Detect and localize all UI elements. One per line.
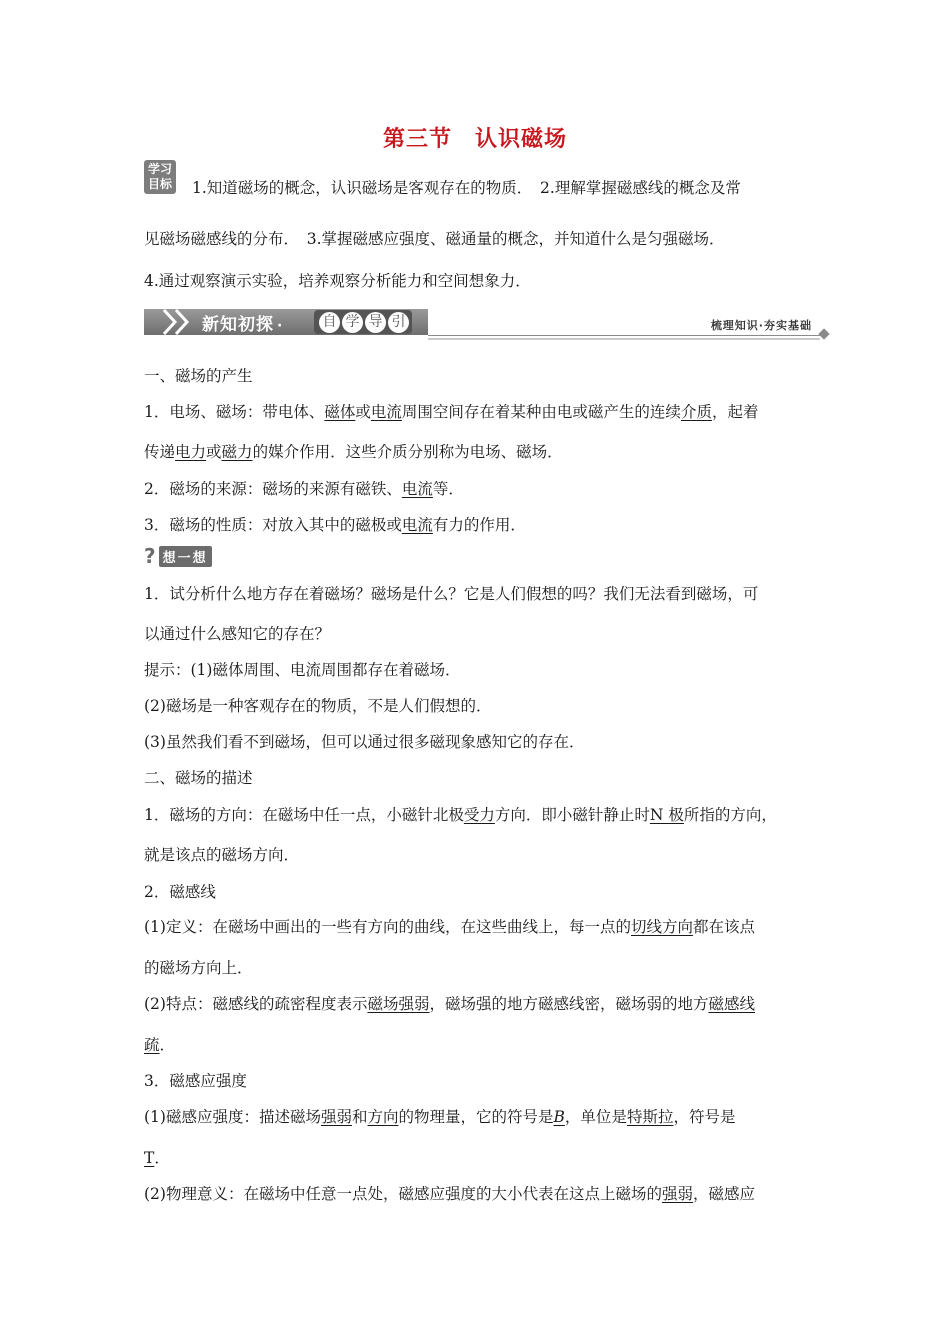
blank-answer: 电流	[401, 516, 433, 534]
learning-objectives-badge	[144, 160, 176, 194]
pill-char-2: 学	[342, 312, 363, 333]
text: 1．磁场的方向：在磁场中任一点，小磁针北极	[144, 806, 464, 824]
blank-answer: 强弱	[661, 1185, 693, 1203]
section2-p3: 3．磁感应强度	[144, 1072, 247, 1090]
text: 2．磁场的来源：磁场的来源有磁铁、	[144, 480, 402, 498]
text: 有力的作用．	[432, 516, 526, 534]
text: 都在该点	[692, 918, 755, 936]
text: 等．	[432, 480, 464, 498]
self-study-pill	[314, 310, 412, 334]
text: 方向．即小磁针静止时	[494, 806, 650, 824]
think-label	[144, 546, 212, 566]
blank-answer: 电力	[175, 443, 207, 461]
text: 和	[351, 1108, 368, 1126]
section2-p3a	[144, 1106, 735, 1128]
objectives-line-1: 1.知道磁场的概念，认识磁场是客观存在的物质． 2.理解掌握磁感线的概念及常	[192, 179, 741, 197]
section2-p2b	[144, 993, 755, 1015]
section-banner	[144, 306, 828, 342]
badge-line-2: 目标	[147, 177, 172, 191]
banner-title	[202, 310, 286, 335]
objectives-line-2: 见磁场磁感线的分布． 3.掌握磁感应强度、磁通量的概念，并知道什么是匀强磁场．	[144, 230, 725, 248]
blank-answer: 磁体	[324, 403, 356, 421]
text: 的物理量，它的符号是	[398, 1108, 554, 1126]
section2-p2: 2．磁感线	[144, 883, 216, 901]
pill-char-4: 引	[388, 312, 409, 333]
section2-p2a	[144, 916, 755, 938]
section1-p3	[144, 514, 526, 536]
section2-heading: 二、磁场的描述	[144, 769, 253, 787]
text: (2)物理意义：在磁场中任意一点处，磁感应强度的大小代表在这点上磁场的	[144, 1185, 662, 1203]
blank-answer: 电流	[401, 480, 433, 498]
pill-char-3: 导	[365, 312, 386, 333]
blank-answer: 磁力	[221, 443, 253, 461]
text: ．	[159, 1036, 176, 1054]
banner-dot: ·	[277, 318, 284, 334]
text: 1．电场、磁场：带电体、	[144, 403, 325, 421]
text: (2)特点：磁感线的疏密程度表示	[144, 995, 368, 1013]
badge-line-1: 学习	[147, 162, 172, 176]
blank-answer: 磁场强弱	[367, 995, 430, 1013]
text: 传递	[144, 443, 176, 461]
blank-answer: B	[553, 1108, 565, 1126]
blank-answer: 切线方向	[630, 918, 693, 936]
text: ．	[154, 1149, 170, 1167]
text: 所指的方向，	[683, 806, 777, 824]
section2-p1-cont: 就是该点的磁场方向．	[144, 846, 300, 864]
text: ，单位是	[564, 1108, 627, 1126]
diamond-icon	[818, 328, 829, 339]
section1-heading: 一、磁场的产生	[144, 367, 253, 385]
blank-answer: 介质	[680, 403, 712, 421]
pill-char-1: 自	[319, 312, 340, 333]
section1-p1	[144, 401, 758, 423]
blank-answer: N 极	[649, 806, 684, 824]
blank-answer: 电流	[370, 403, 402, 421]
banner-title-text: 新知初探	[202, 315, 274, 335]
text: 3．磁场的性质：对放入其中的磁极或	[144, 516, 402, 534]
page-title: 第三节 认识磁场	[382, 127, 567, 152]
think-a3: (3)虽然我们看不到磁场，但可以通过很多磁现象感知它的存在．	[144, 733, 585, 751]
banner-right-caption: 梳理知识·夯实基础	[710, 319, 812, 332]
blank-answer: T	[144, 1149, 155, 1167]
section2-p3b	[144, 1183, 755, 1205]
section1-p2	[144, 478, 464, 500]
text: 周围空间存在着某种由电或磁产生的连续	[401, 403, 681, 421]
think-title: 想一想	[159, 546, 212, 567]
blank-answer: 强弱	[320, 1108, 352, 1126]
think-a2: (2)磁场是一种客观存在的物质，不是人们假想的．	[144, 697, 492, 715]
banner-rule-shadow	[428, 338, 820, 340]
section2-p2b-cont	[144, 1034, 175, 1056]
blank-answer: 方向	[367, 1108, 399, 1126]
think-q2: 以通过什么感知它的存在？	[144, 625, 331, 643]
section2-p2a-cont: 的磁场方向上．	[144, 959, 253, 977]
text: 或	[355, 403, 371, 421]
text: 的媒介作用．这些介质分别称为电场、磁场．	[252, 443, 563, 461]
section2-p1	[144, 804, 777, 826]
chevron-icon	[162, 309, 198, 335]
text: (1)定义：在磁场中画出的一些有方向的曲线，在这些曲线上，每一点的	[144, 918, 631, 936]
text: ，磁感应	[692, 1185, 755, 1203]
text: 或	[206, 443, 222, 461]
blank-answer: 特斯拉	[626, 1108, 674, 1126]
think-q1: 1．试分析什么地方存在着磁场？磁场是什么？它是人们假想的吗？我们无法看到磁场，可	[144, 585, 759, 603]
section1-p1-cont	[144, 441, 563, 463]
text: (1)磁感应强度：描述磁场	[144, 1108, 321, 1126]
question-icon: ?	[144, 544, 156, 568]
blank-answer: 疏	[144, 1036, 160, 1054]
blank-answer: 受力	[463, 806, 495, 824]
banner-rule	[428, 335, 820, 336]
objectives-line-3: 4.通过观察演示实验，培养观察分析能力和空间想象力．	[144, 272, 531, 290]
text: ，符号是	[673, 1108, 736, 1126]
blank-answer: 磁感线	[708, 995, 756, 1013]
think-a1: 提示：(1)磁体周围、电流周围都存在着磁场．	[144, 661, 461, 679]
section2-p3a-cont	[144, 1147, 170, 1169]
text: ，磁场强的地方磁感线密，磁场弱的地方	[429, 995, 709, 1013]
text: ，起着	[711, 403, 759, 421]
